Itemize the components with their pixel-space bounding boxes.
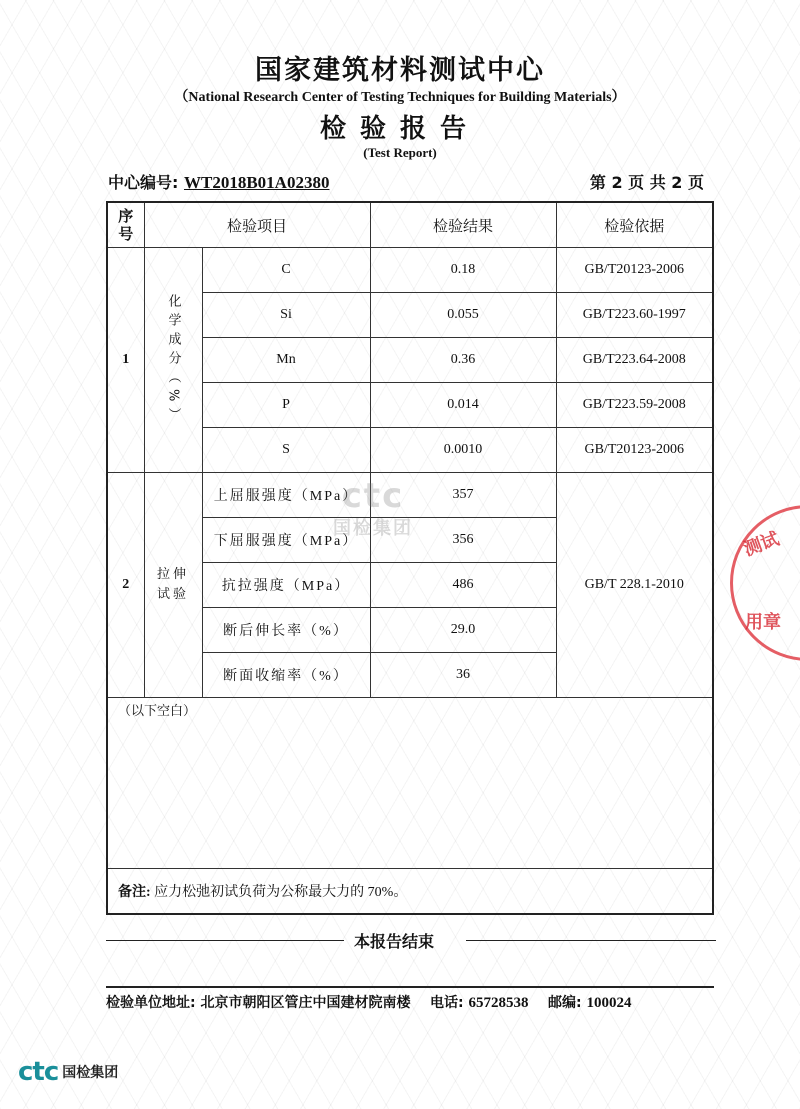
report-title-cn: 检验报告 (319, 114, 480, 144)
group2-category: 拉伸试验 (156, 567, 189, 602)
end-rule-right (466, 940, 716, 941)
header-seq-text: 序 号 (118, 207, 134, 243)
address-label: 检验单位地址: (106, 995, 196, 1011)
table-header-row (107, 202, 713, 248)
chem-item: P (202, 383, 370, 428)
red-seal-stamp (730, 505, 800, 661)
remarks-label: 备注: (118, 885, 151, 900)
phone-label: 电话: (429, 995, 464, 1011)
chem-item: S (202, 428, 370, 473)
org-title-en: （National Research Center of Testing Techniques for Building Materials） (174, 90, 626, 105)
postcode-label: 邮编: (547, 995, 582, 1011)
mech-item: 上屈服强度（MPa） (202, 473, 370, 518)
blank-cell (107, 698, 713, 869)
table-row (107, 248, 713, 293)
chem-result: 0.36 (370, 338, 556, 383)
seal-text-bottom: 用章 (745, 612, 781, 633)
remarks-row (107, 869, 713, 915)
group2-basis: GB/T 228.1-2010 (556, 473, 713, 698)
remarks-cell (107, 869, 713, 915)
center-number-value: WT2018B01A02380 (183, 173, 330, 192)
chem-basis: GB/T223.59-2008 (556, 383, 713, 428)
mech-item: 下屈服强度（MPa） (202, 518, 370, 563)
page-info: 第 2 页 共 2 页 (589, 173, 704, 192)
mech-result: 36 (370, 653, 556, 698)
mech-result: 356 (370, 518, 556, 563)
report-title-en: (Test Report) (363, 145, 437, 160)
ctc-watermark (333, 478, 413, 540)
phone-value: 65728538 (468, 995, 529, 1011)
group2-seq: 2 (107, 473, 144, 698)
chem-basis: GB/T20123-2006 (556, 248, 713, 293)
header-result: 检验结果 (370, 202, 556, 248)
chem-item: Si (202, 293, 370, 338)
chem-basis: GB/T223.60-1997 (556, 293, 713, 338)
header-basis: 检验依据 (556, 202, 713, 248)
group2-category-cell (144, 473, 202, 698)
mech-result: 486 (370, 563, 556, 608)
group1-category-cell (144, 248, 202, 473)
mech-item: 断后伸长率（%） (202, 608, 370, 653)
ctc-logo (18, 1057, 118, 1087)
center-number (108, 170, 329, 193)
test-results-table (106, 201, 714, 915)
org-title-cn: 国家建筑材料测试中心 (255, 55, 545, 86)
group1-category: 化学成分（%） (165, 293, 181, 427)
blank-row (107, 698, 713, 869)
mech-item: 抗拉强度（MPa） (202, 563, 370, 608)
remarks-text: 应力松弛初试负荷为公称最大力的 70%。 (154, 885, 408, 900)
seal-text-top: 测试 (741, 528, 783, 561)
address-value: 北京市朝阳区管庄中国建材院南楼 (200, 995, 411, 1011)
logo-group-text: 国检集团 (62, 1065, 119, 1081)
mech-result: 29.0 (370, 608, 556, 653)
chem-basis: GB/T20123-2006 (556, 428, 713, 473)
group1-seq: 1 (107, 248, 144, 473)
postcode-value: 100024 (586, 995, 632, 1011)
header-item: 检验项目 (144, 202, 370, 248)
footer-divider (106, 986, 714, 988)
chem-result: 0.0010 (370, 428, 556, 473)
chem-item: Mn (202, 338, 370, 383)
center-number-label: 中心编号: (108, 173, 179, 192)
report-end-text: 本报告结束 (354, 932, 435, 951)
logo-ctc-icon: ctc (18, 1057, 59, 1087)
watermark-group: 国检集团 (333, 518, 413, 539)
footer-info (106, 992, 631, 1012)
chem-item: C (202, 248, 370, 293)
chem-basis: GB/T223.64-2008 (556, 338, 713, 383)
chem-result: 0.18 (370, 248, 556, 293)
end-rule-left (106, 940, 344, 941)
mech-result: 357 (370, 473, 556, 518)
watermark-ctc: ctc (341, 476, 405, 516)
chem-result: 0.055 (370, 293, 556, 338)
header-seq (107, 202, 144, 248)
chem-result: 0.014 (370, 383, 556, 428)
report-end-line (106, 929, 716, 951)
mech-item: 断面收缩率（%） (202, 653, 370, 698)
blank-note: （以下空白） (118, 704, 197, 719)
